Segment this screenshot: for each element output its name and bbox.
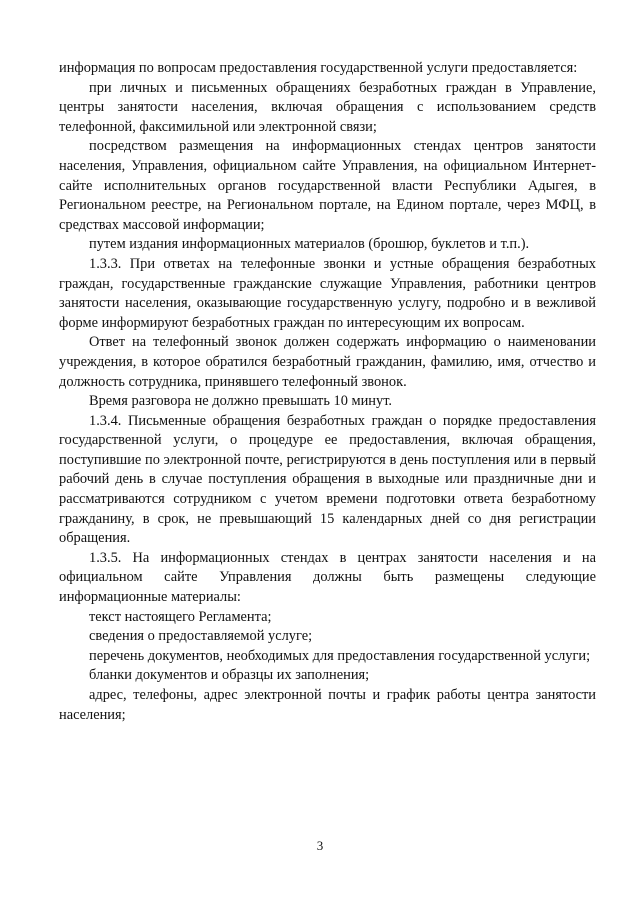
body-text: [59, 59, 596, 725]
paragraph: при личных и письменных обращениях безработных граждан в Управление, центры занятости населения, включая обращения с использованием средств телефонной, факсимильной или электронной связи;: [59, 79, 596, 135]
paragraph: 1.3.5. На информационных стендах в центрах занятости населения и на официальном сайте Управления должны быть размещены следующие информационные материалы:: [59, 549, 596, 606]
paragraph: сведения о предоставляемой услуге;: [89, 628, 313, 645]
paragraph: бланки документов и образцы их заполнения;: [89, 667, 370, 684]
paragraph: Время разговора не должно превышать 10 минут.: [89, 393, 393, 410]
paragraph: перечень документов, необходимых для предоставления государственной услуги;: [89, 647, 591, 664]
paragraph: адрес, телефоны, адрес электронной почты и график работы центра занятости населения;: [59, 687, 596, 723]
page-number: 3: [316, 838, 324, 853]
paragraph: 1.3.3. При ответах на телефонные звонки и устные обращения безработных граждан, государственные гражданские служащие Управления, работники центров занятости населения, оказывающие государственную услугу, подробно и в вежливой форме информируют безработных граждан по интересующим их вопросам.: [59, 255, 596, 331]
paragraph: информация по вопросам предоставления государственной услуги предоставляется:: [59, 60, 578, 76]
paragraph: путем издания информационных материалов (брошюр, буклетов и т.п.).: [89, 236, 530, 253]
paragraph: 1.3.4. Письменные обращения безработных граждан о порядке предоставления государственной услуги, о процедуре ее предоставления, включая обращения, поступившие по электронной почте, регистрируются в день поступления или в первый рабочий день в случае поступления обращения в выходные или праздничные дни и рассматриваются сотрудником с учетом времени подготовки ответа безработному гражданину, в срок, не превышающий 15 календарных дней со дня регистрации обращения.: [59, 412, 596, 547]
paragraph: Ответ на телефонный звонок должен содержать информацию о наименовании учреждения, в которое обратился безработный гражданин, фамилию, имя, отчество и должность сотрудника, принявшего телефонный звонок.: [59, 334, 596, 390]
paragraph: текст настоящего Регламента;: [89, 608, 272, 625]
paragraph: посредством размещения на информационных стендах центров занятости населения, Управления, официальном сайте Управления, на официальном Интернет-сайте исполнительных органов государственной власти Республики Адыгея, в Региональном реестре, на Региональном портале, на Едином портале, через МФЦ, в средствах массовой информации;: [59, 138, 596, 233]
